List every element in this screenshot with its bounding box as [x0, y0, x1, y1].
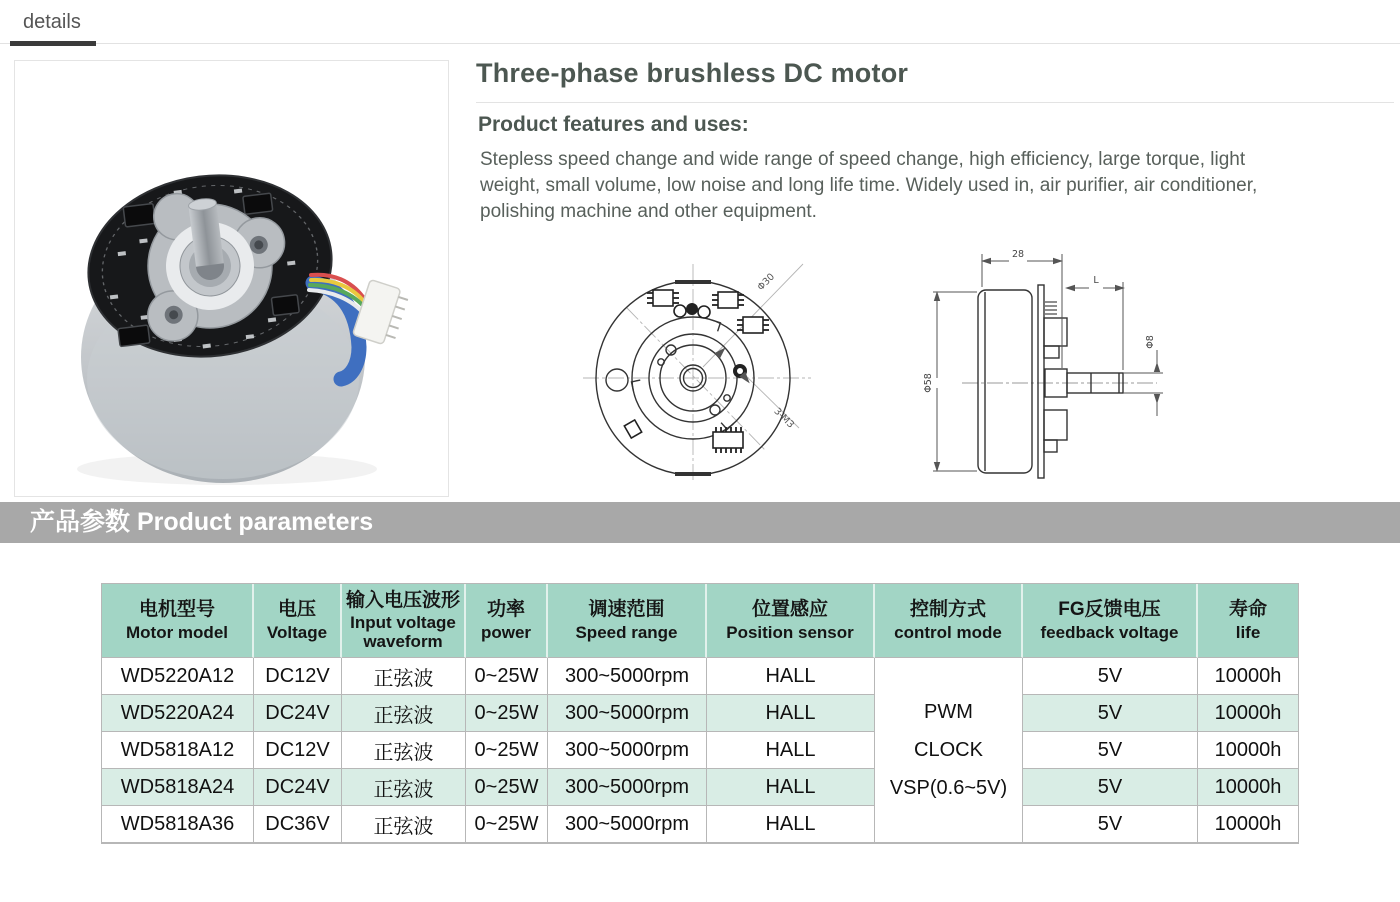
cell-waveform: 正弦波 [342, 806, 466, 843]
cell-feedback_voltage: 5V [1023, 658, 1198, 695]
cell-waveform: 正弦波 [342, 769, 466, 806]
cell-waveform: 正弦波 [342, 732, 466, 769]
cell-feedback_voltage: 5V [1023, 806, 1198, 843]
cell-speed_range: 300~5000rpm [548, 769, 707, 806]
tab-bar [0, 0, 1400, 44]
tab-active-indicator [10, 41, 96, 46]
section-banner-title: 产品参数 Product parameters [30, 508, 374, 536]
header-cell-voltage: 电压 Voltage [254, 584, 342, 658]
cell-position_sensor: HALL [707, 732, 875, 769]
table-header-row [102, 584, 1298, 658]
cell-power: 0~25W [466, 806, 548, 843]
table-row [102, 658, 1298, 695]
cell-voltage: DC24V [254, 695, 342, 732]
header-cell-control_mode: 控制方式 control mode [875, 584, 1023, 658]
header-cell-life: 寿命 life [1198, 584, 1298, 658]
cell-voltage: DC12V [254, 658, 342, 695]
cell-voltage: DC12V [254, 732, 342, 769]
cell-speed_range: 300~5000rpm [548, 806, 707, 843]
table-row [102, 769, 1298, 806]
cell-waveform: 正弦波 [342, 658, 466, 695]
cell-life: 10000h [1198, 658, 1298, 695]
cell-power: 0~25W [466, 769, 548, 806]
features-text: Stepless speed change and wide range of speed change, high efficiency, large torque, light weight, small volume, low noise and long life time. Widely used in, air purifier, air conditioner, polishing machine and other equipment. [480, 149, 1258, 222]
product-parameters-table [101, 583, 1299, 844]
technical-drawings [575, 238, 1395, 488]
cell-feedback_voltage: 5V [1023, 769, 1198, 806]
cell-voltage: DC24V [254, 769, 342, 806]
header-cell-feedback_voltage: FG反馈电压 feedback voltage [1023, 584, 1198, 658]
side-shaft-diameter-label: Φ8 [1145, 335, 1156, 349]
cell-position_sensor: HALL [707, 769, 875, 806]
cell-speed_range: 300~5000rpm [548, 658, 707, 695]
cell-power: 0~25W [466, 658, 548, 695]
front-diameter-label: Φ30 [755, 271, 778, 294]
side-shaft-length-label: L [1093, 275, 1099, 286]
table-row [102, 732, 1298, 769]
table-row [102, 695, 1298, 732]
product-title: Three-phase brushless DC motor [476, 58, 909, 88]
cell-model: WD5818A36 [102, 806, 254, 843]
header-cell-position_sensor: 位置感应 Position sensor [707, 584, 875, 658]
table-head [102, 584, 1298, 658]
cell-voltage: DC36V [254, 806, 342, 843]
cell-model: WD5818A24 [102, 769, 254, 806]
table-row [102, 806, 1298, 843]
side-width-label: 28 [1011, 249, 1025, 260]
cell-model: WD5220A24 [102, 695, 254, 732]
cell-life: 10000h [1198, 732, 1298, 769]
cell-model: WD5818A12 [102, 732, 254, 769]
cell-power: 0~25W [466, 732, 548, 769]
cell-life: 10000h [1198, 695, 1298, 732]
side-body-diameter-label: Φ58 [923, 373, 934, 393]
divider [476, 102, 1394, 103]
section-banner [0, 502, 1400, 543]
tab-details[interactable]: details [23, 11, 81, 33]
product-info [476, 58, 1394, 225]
cell-waveform: 正弦波 [342, 695, 466, 732]
cell-power: 0~25W [466, 695, 548, 732]
cell-position_sensor: HALL [707, 658, 875, 695]
header-cell-waveform: 输入电压波形 Input voltage waveform [342, 584, 466, 658]
cell-position_sensor: HALL [707, 695, 875, 732]
cell-speed_range: 300~5000rpm [548, 695, 707, 732]
front-screws-label: 3-M3 [771, 405, 797, 431]
header-cell-speed_range: 调速范围 Speed range [548, 584, 707, 658]
cell-feedback_voltage: 5V [1023, 732, 1198, 769]
header-cell-model: 电机型号 Motor model [102, 584, 254, 658]
header-cell-power: 功率 power [466, 584, 548, 658]
cell-speed_range: 300~5000rpm [548, 732, 707, 769]
table-body [102, 658, 1298, 843]
drawing-front-view [575, 238, 815, 488]
product-image[interactable] [14, 60, 449, 497]
cell-model: WD5220A12 [102, 658, 254, 695]
cell-life: 10000h [1198, 806, 1298, 843]
cell-position_sensor: HALL [707, 806, 875, 843]
cell-feedback_voltage: 5V [1023, 695, 1198, 732]
motor-photo-illustration [15, 61, 448, 496]
features-heading: Product features and uses: [478, 113, 749, 136]
cell-life: 10000h [1198, 769, 1298, 806]
cell-control-mode: PWM CLOCK VSP(0.6~5V) [875, 658, 1023, 843]
drawing-side-view [895, 238, 1205, 488]
